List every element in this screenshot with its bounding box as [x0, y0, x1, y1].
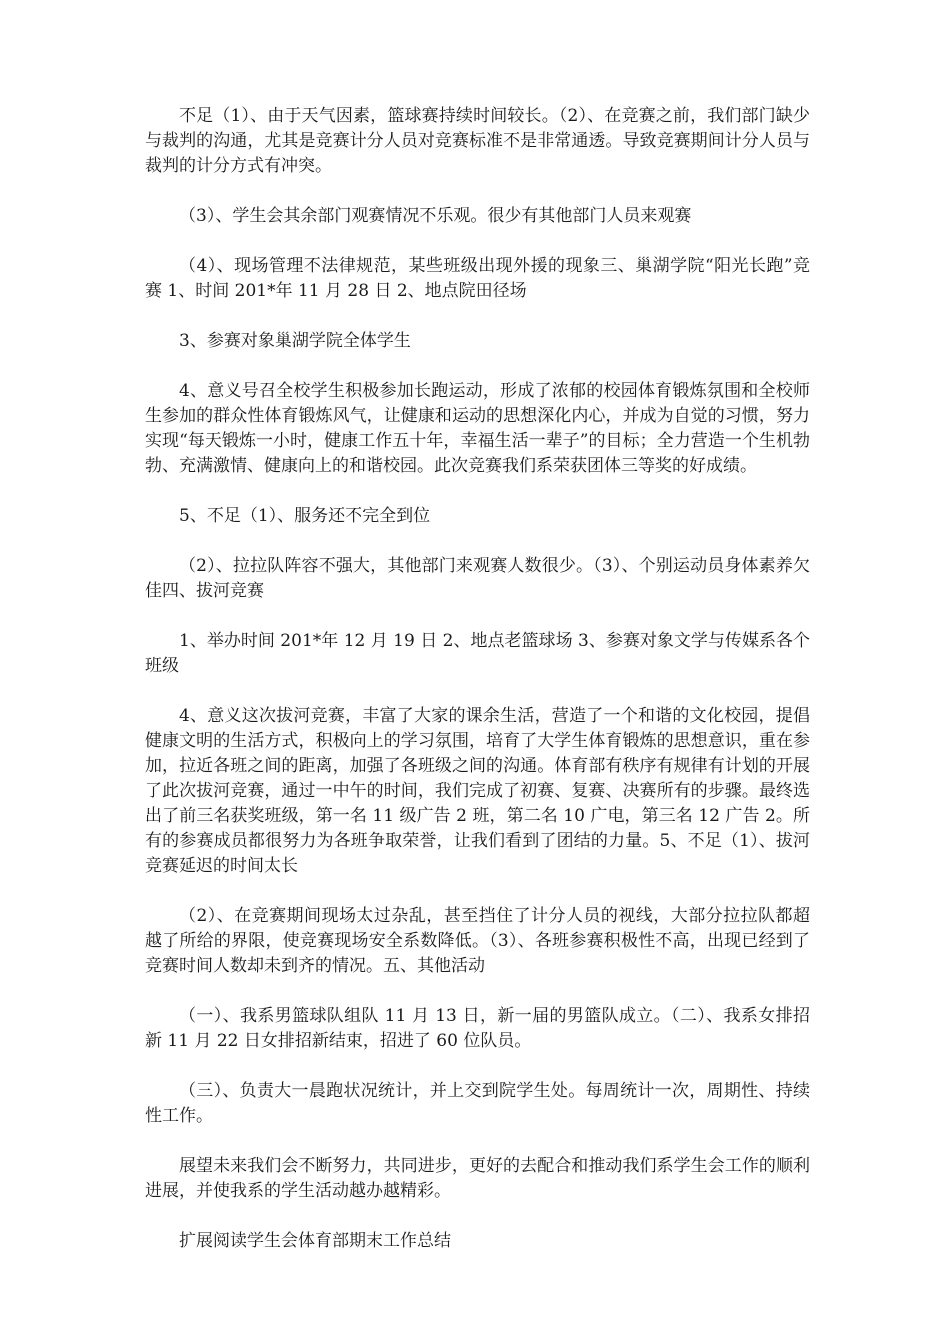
paragraph-outlook: 展望未来我们会不断努力，共同进步，更好的去配合和推动我们系学生会工作的顺利进展，并使我系的学生活动越办越精彩。 [145, 1156, 810, 1201]
paragraph-long-run-shortcomings: 5、不足（1）、服务还不完全到位 [179, 506, 431, 526]
paragraph-tug-of-war-shortcomings: （2）、在竞赛期间现场太过杂乱，甚至挡住了计分人员的视线，大部分拉拉队都超越了所给的界限，使竞赛现场安全系数降低。（3）、各班参赛积极性不高，出现已经到了竞赛时间人数却未到齐的情况。五、其他活动 [145, 906, 810, 976]
paragraph-extended-reading: 扩展阅读学生会体育部期末工作总结 [179, 1231, 451, 1251]
document-body [145, 104, 810, 1254]
paragraph-long-run-significance: 4、意义号召全校学生积极参加长跑运动，形成了浓郁的校园体育锻炼氛围和全校师生参加的群众性体育锻炼风气，让健康和运动的思想深化内心，并成为自觉的习惯，努力实现“每天锻炼一小时，健康工作五十年，幸福生活一辈子”的目标；全力营造一个生机勃勃、充满激情、健康向上的和谐校园。此次竞赛我们系荣获团体三等奖的好成绩。 [145, 381, 810, 476]
paragraph-long-run-participants: 3、参赛对象巢湖学院全体学生 [179, 331, 411, 351]
paragraph-cheer-team: （2）、拉拉队阵容不强大，其他部门来观赛人数很少。（3）、个别运动员身体素养欠佳四、拔河竞赛 [145, 556, 810, 601]
paragraph-morning-run-stats: （三）、负责大一晨跑状况统计，并上交到院学生处。每周统计一次，周期性、持续性工作。 [145, 1081, 810, 1126]
paragraph-long-run-intro: （4）、现场管理不法律规范，某些班级出现外援的现象三、巢湖学院“阳光长跑”竞赛 1、时间 201*年 11 月 28 日 2、地点院田径场 [145, 256, 810, 301]
paragraph-tug-of-war-info: 1、举办时间 201*年 12 月 19 日 2、地点老篮球场 3、参赛对象文学与传媒系各个班级 [145, 631, 810, 676]
paragraph-spectator-attendance: （3）、学生会其余部门观赛情况不乐观。很少有其他部门人员来观赛 [179, 206, 692, 226]
paragraph-other-activities-teams: （一）、我系男篮球队组队 11 月 13 日，新一届的男篮队成立。（二）、我系女排招新 11 月 22 日女排招新结束，招进了 60 位队员。 [145, 1006, 810, 1051]
paragraph-basketball-shortcomings: 不足（1）、由于天气因素，篮球赛持续时间较长。（2）、在竞赛之前，我们部门缺少与裁判的沟通，尤其是竞赛计分人员对竞赛标准不是非常通透。导致竞赛期间计分人员与裁判的计分方式有冲突。 [145, 106, 810, 176]
paragraph-tug-of-war-significance: 4、意义这次拔河竞赛，丰富了大家的课余生活，营造了一个和谐的文化校园，提倡健康文明的生活方式，积极向上的学习氛围，培育了大学生体育锻炼的思想意识，重在参加，拉近各班之间的距离，加强了各班级之间的沟通。体育部有秩序有规律有计划的开展了此次拔河竞赛，通过一中午的时间，我们完成了初赛、复赛、决赛所有的步骤。最终选出了前三名获奖班级，第一名 11 级广告 2 班，第二名 10 广电，第三名 12 广告 2。所有的参赛成员都很努力为各班争取荣誉，让我们看到了团结的力量。5、不足（1）、拔河竞赛延迟的时间太长 [145, 706, 810, 876]
